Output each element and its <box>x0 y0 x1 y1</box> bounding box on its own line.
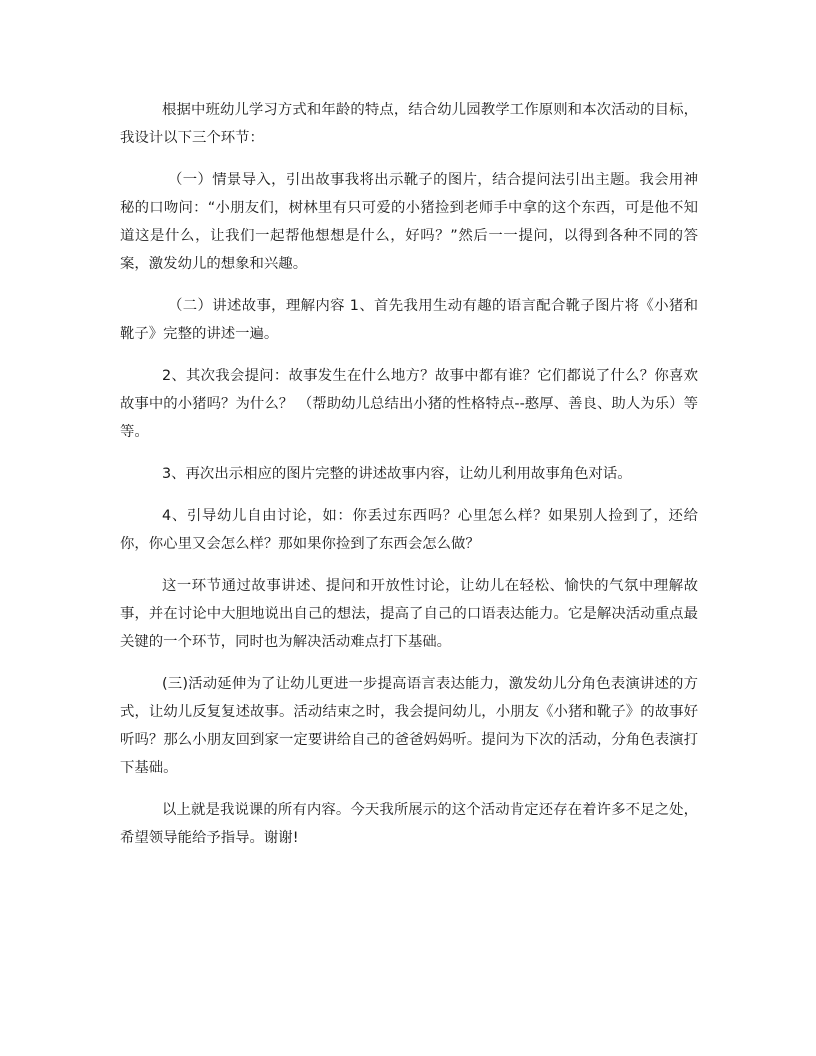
paragraph-section-one: （一）情景导入，引出故事我将出示靴子的图片，结合提问法引出主题。我会用神秘的口吻问：“小朋友们，树林里有只可爱的小猪捡到老师手中拿的这个东西，可是他不知道这是什么，让我们一起帮他想想是什么，好吗？”然后一一提问，以得到各种不同的答案，激发幼儿的想象和兴趣。 <box>120 172 698 272</box>
paragraph-intro: 根据中班幼儿学习方式和年龄的特点，结合幼儿园教学工作原则和本次活动的目标，我设计以下三个环节： <box>120 102 698 146</box>
paragraph-conclusion: 以上就是我说课的所有内容。今天我所展示的这个活动肯定还存在着许多不足之处，希望领导能给予指导。谢谢! <box>120 802 698 846</box>
paragraph-section-three: (三)活动延伸为了让幼儿更进一步提高语言表达能力，激发幼儿分角色表演讲述的方式，让幼儿反复复述故事。活动结束之时，我会提问幼儿，小朋友《小猪和靴子》的故事好听吗？那么小朋友回到家一定要讲给自己的爸爸妈妈听。提问为下次的活动，分角色表演打下基础。 <box>120 676 698 776</box>
paragraph-step-four: 4、引导幼儿自由讨论，如：你丢过东西吗？心里怎么样？如果别人捡到了，还给你，你心里又会怎么样？那如果你捡到了东西会怎么做？ <box>120 508 698 552</box>
paragraph-step-two: 2、其次我会提问：故事发生在什么地方？故事中都有谁？它们都说了什么？你喜欢故事中的小猪吗？为什么？ （帮助幼儿总结出小猪的性格特点--憨厚、善良、助人为乐）等等。 <box>120 368 698 440</box>
paragraph-summary: 这一环节通过故事讲述、提问和开放性讨论，让幼儿在轻松、愉快的气氛中理解故事，并在讨论中大胆地说出自己的想法，提高了自己的口语表达能力。它是解决活动重点最关键的一个环节，同时也为解决活动难点打下基础。 <box>120 578 698 650</box>
paragraph-step-three: 3、再次出示相应的图片完整的讲述故事内容，让幼儿利用故事角色对话。 <box>162 466 632 482</box>
document-body <box>120 96 698 866</box>
paragraph-section-two: （二）讲述故事，理解内容 1、首先我用生动有趣的语言配合靴子图片将《小猪和靴子》完整的讲述一遍。 <box>120 298 698 342</box>
